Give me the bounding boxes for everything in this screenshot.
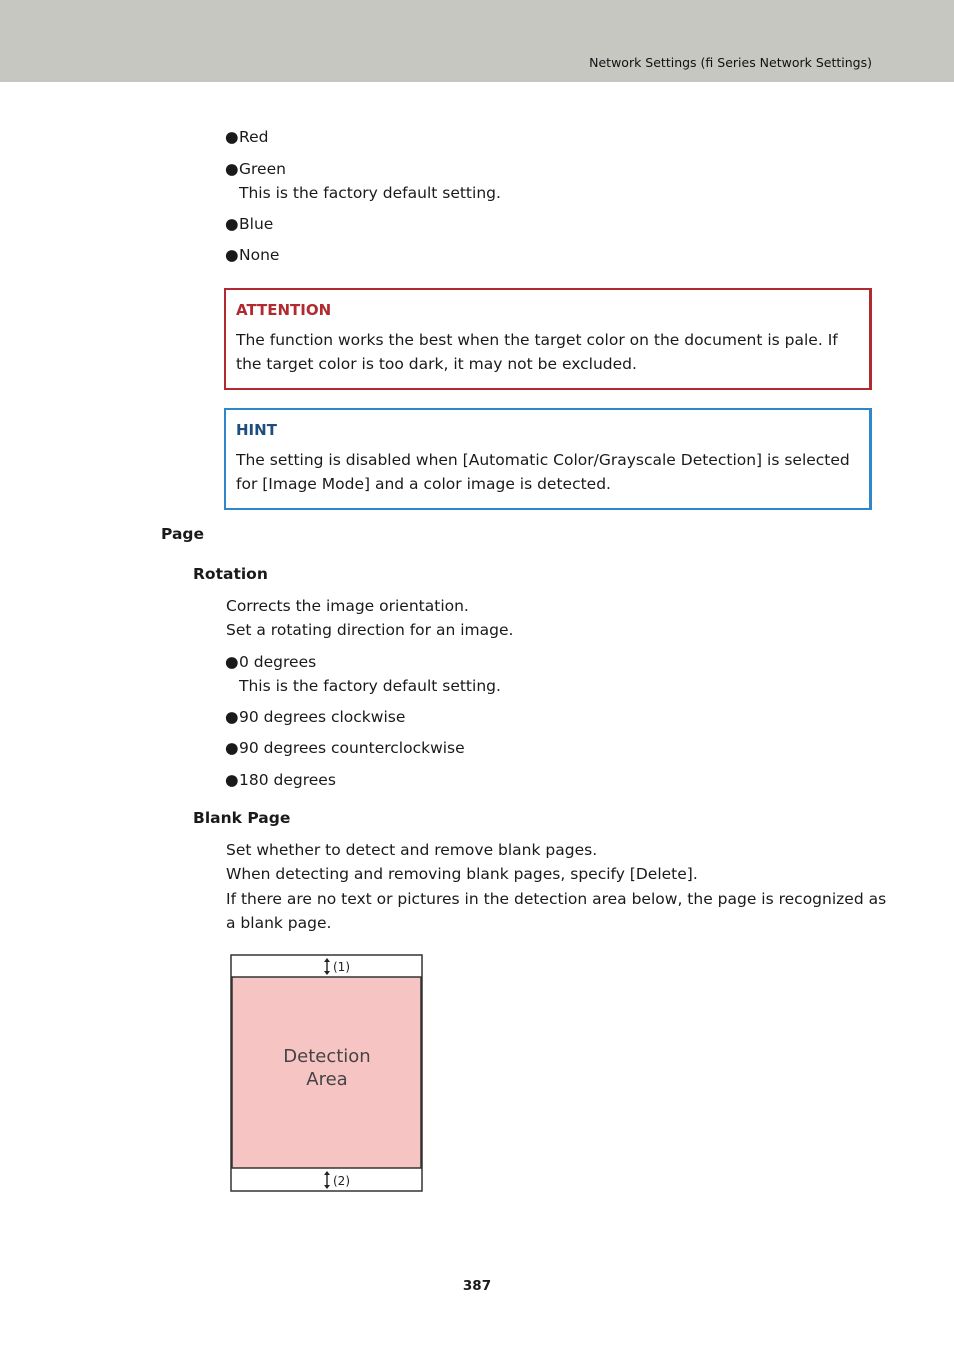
blank-page-desc-1: Set whether to detect and remove blank pages.	[226, 841, 598, 859]
detection-area-diagram	[230, 954, 424, 1194]
attention-title: ATTENTION	[236, 301, 332, 319]
blank-page-desc-3: If there are no text or pictures in the detection area below, the page is recognized as	[226, 890, 887, 908]
list-item-green	[225, 157, 286, 181]
attention-box	[224, 288, 872, 390]
list-item-label: 90 degrees clockwise	[239, 708, 406, 726]
list-item-label: None	[239, 246, 280, 264]
bullet-icon: ●	[225, 128, 239, 146]
detection-area-label-2: Area	[306, 1069, 348, 1090]
bullet-icon: ●	[225, 653, 239, 671]
list-item-label: Red	[239, 128, 269, 146]
list-item-note: This is the factory default setting.	[239, 184, 501, 202]
page-number: 387	[462, 1278, 492, 1294]
list-item-90-clockwise	[225, 705, 405, 729]
rotation-desc-1: Corrects the image orientation.	[226, 597, 469, 615]
list-item-note: This is the factory default setting.	[239, 677, 501, 695]
list-item-label: Blue	[239, 215, 274, 233]
bullet-icon: ●	[225, 215, 239, 233]
rotation-heading: Rotation	[193, 565, 268, 583]
list-item-none	[225, 243, 279, 267]
list-item-label: 180 degrees	[239, 771, 336, 789]
bullet-icon: ●	[225, 160, 239, 178]
bullet-icon: ●	[225, 708, 239, 726]
attention-body: The function works the best when the target color on the document is pale. If the target color is too dark, it may not be excluded.	[236, 331, 838, 373]
list-item-180-degrees	[225, 768, 336, 792]
hint-title: HINT	[236, 421, 277, 439]
bullet-icon: ●	[225, 739, 239, 757]
list-item-0-degrees	[225, 650, 316, 674]
list-item-90-counterclockwise	[225, 736, 465, 760]
list-item-label: Green	[239, 160, 286, 178]
top-margin-label: (1)	[333, 960, 350, 974]
page-header	[0, 0, 954, 82]
blank-page-heading: Blank Page	[193, 809, 291, 827]
hint-box	[224, 408, 872, 510]
blank-page-desc-2: When detecting and removing blank pages, specify [Delete].	[226, 865, 698, 883]
list-item-red	[225, 125, 268, 149]
bullet-icon: ●	[225, 246, 239, 264]
blank-page-desc-3-cont: a blank page.	[226, 914, 332, 932]
header-title: Network Settings (fi Series Network Settings)	[589, 55, 872, 70]
detection-area-label-1: Detection	[283, 1046, 371, 1067]
list-item-blue	[225, 212, 273, 236]
rotation-desc-2: Set a rotating direction for an image.	[226, 621, 514, 639]
list-item-label: 0 degrees	[239, 653, 317, 671]
bullet-icon: ●	[225, 771, 239, 789]
bottom-margin-label: (2)	[333, 1174, 350, 1188]
hint-body: The setting is disabled when [Automatic Color/Grayscale Detection] is selected for [Image Mode] and a color image is detected.	[236, 451, 850, 493]
list-item-label: 90 degrees counterclockwise	[239, 739, 465, 757]
page-section-heading: Page	[161, 525, 205, 543]
